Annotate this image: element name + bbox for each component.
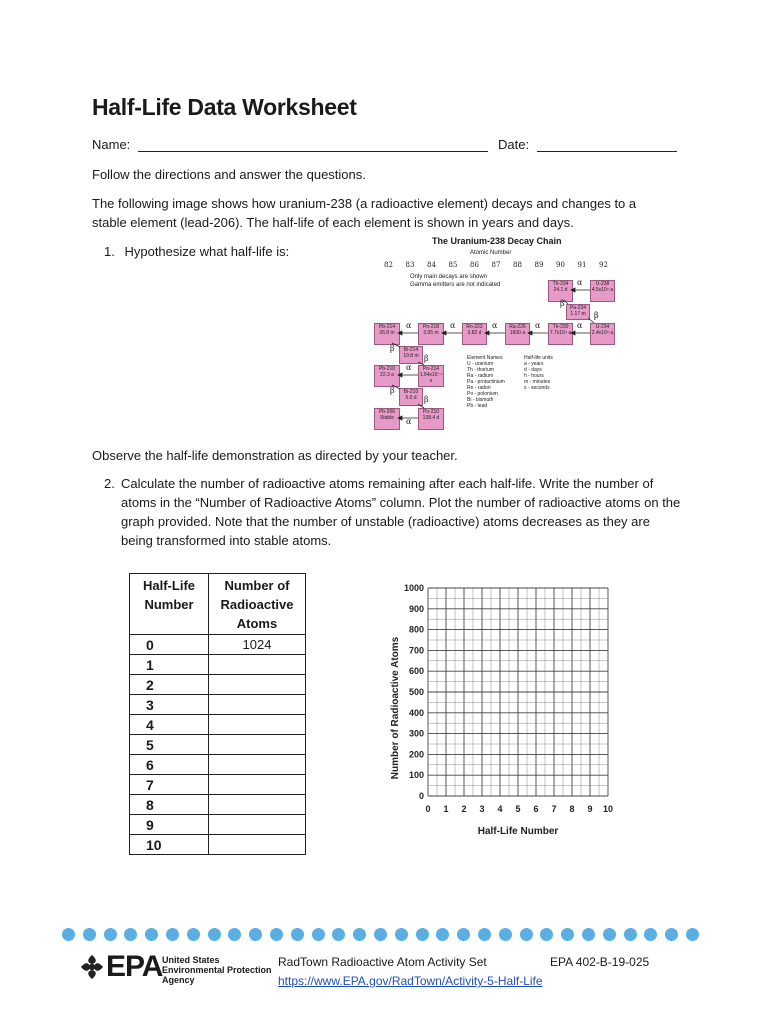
decay-arrows — [352, 233, 624, 443]
footer-dot — [561, 928, 574, 941]
atomic-number-tick: 87 — [491, 261, 501, 269]
x-tick-label: 5 — [515, 804, 521, 814]
footer-dot — [416, 928, 429, 941]
atoms-cell[interactable]: 1024 — [209, 635, 306, 655]
half-life-cell: 4 — [130, 715, 209, 735]
beta-label-bi210: β — [424, 395, 429, 404]
footer-dot — [291, 928, 304, 941]
y-tick-label: 800 — [408, 624, 424, 635]
x-tick-label: 10 — [602, 804, 614, 814]
half-life-cell: 9 — [130, 815, 209, 835]
half-life-graph[interactable] — [380, 578, 650, 840]
page-title: Half-Life Data Worksheet — [92, 94, 357, 120]
name-line[interactable] — [138, 137, 488, 152]
footer-dot — [166, 928, 179, 941]
footer-dot-divider — [62, 928, 702, 942]
epa-agency-name — [162, 955, 272, 985]
footer-dot — [353, 928, 366, 941]
activity-url-link[interactable]: https://www.EPA.gov/RadTown/Activity-5-Half-Life — [278, 974, 543, 988]
y-tick-label: 100 — [408, 770, 424, 781]
y-axis-label: Number of Radioactive Atoms — [390, 636, 401, 780]
decay-chain-title: The Uranium-238 Decay Chain — [432, 236, 562, 246]
x-tick-label: 6 — [533, 804, 539, 814]
observe-text: Observe the half-life demonstration as directed by your teacher. — [92, 448, 458, 463]
table-row — [130, 835, 306, 855]
atomic-number-tick: 82 — [384, 261, 393, 269]
table-row — [130, 655, 306, 675]
x-tick-label: 9 — [587, 804, 593, 814]
footer-dot — [83, 928, 96, 941]
atoms-cell[interactable] — [209, 815, 306, 835]
footer-dot — [436, 928, 449, 941]
atoms-cell[interactable] — [209, 675, 306, 695]
footer-dot — [374, 928, 387, 941]
beta-label-bi214: β — [424, 354, 429, 363]
element-names-legend — [467, 355, 505, 409]
footer-dot — [228, 928, 241, 941]
header-atoms-line1: Number of — [224, 578, 290, 593]
footer-dot — [478, 928, 491, 941]
nuclide-th234: Th-234 24.1 d — [548, 280, 573, 302]
atoms-cell[interactable] — [209, 775, 306, 795]
nuclide-pa234: Pa-234 1.17 m — [566, 304, 590, 320]
footer-dot — [603, 928, 616, 941]
alpha-label-ra226: α — [492, 321, 498, 330]
atomic-number-tick: 84 — [427, 261, 436, 269]
name-label: Name: — [92, 137, 131, 152]
y-tick-label: 600 — [408, 666, 424, 677]
legend-item: h - hours — [524, 373, 544, 379]
atoms-cell[interactable] — [209, 715, 306, 735]
half-life-cell: 3 — [130, 695, 209, 715]
footer-dot — [124, 928, 137, 941]
footer-dot — [624, 928, 637, 941]
epa-flower-icon — [80, 954, 104, 980]
x-tick-label: 3 — [479, 804, 485, 814]
footer-dot — [499, 928, 512, 941]
agency-line1: United States — [162, 955, 220, 965]
legend-item: d - days — [524, 367, 542, 373]
half-life-cell: 10 — [130, 835, 209, 855]
header-atoms-line2: Radioactive — [220, 597, 294, 612]
x-tick-label: 2 — [461, 804, 467, 814]
table-row — [130, 755, 306, 775]
date-field[interactable] — [498, 137, 677, 152]
table-header-row — [130, 574, 306, 635]
legend-item: Bi - bismuth — [467, 397, 494, 403]
half-life-units-legend — [524, 355, 553, 391]
footer-dot — [582, 928, 595, 941]
footer-dot — [187, 928, 200, 941]
alpha-label-po214: α — [406, 363, 412, 372]
alpha-label-u234: α — [577, 321, 583, 330]
y-tick-label: 1000 — [403, 583, 424, 593]
atoms-cell[interactable] — [209, 755, 306, 775]
question-2-number: 2. — [104, 476, 115, 491]
footer-dot — [104, 928, 117, 941]
footer-dot — [270, 928, 283, 941]
nuclide-po210: Po-210 138.4 d — [418, 408, 444, 430]
half-life-cell: 2 — [130, 675, 209, 695]
legend-item: Po - polonium — [467, 391, 498, 397]
decay-note-line2: Gamma emitters are not indicated — [410, 282, 501, 288]
nuclide-u234: U-234 2.4x10⁵ a — [590, 323, 615, 345]
footer-dot — [644, 928, 657, 941]
legend-item: Ra - radium — [467, 373, 494, 379]
nuclide-rn222: Rn-222 3.82 d — [462, 323, 487, 345]
atomic-number-tick: 86 — [470, 261, 479, 269]
atomic-number-tick: 85 — [448, 261, 458, 269]
beta-label-th234: β — [560, 299, 565, 308]
nuclide-po218: Po-218 3.05 m — [418, 323, 444, 345]
alpha-label-u238: α — [577, 278, 583, 287]
footer-dot — [457, 928, 470, 941]
nuclide-po214: Po-214 1.64x10⁻⁴ s — [418, 365, 444, 387]
nuclide-bi214: Bi-214 19.8 m — [399, 346, 423, 364]
y-tick-label: 400 — [408, 707, 424, 718]
half-life-table — [129, 573, 306, 855]
footer-dot — [665, 928, 678, 941]
footer-dot — [686, 928, 699, 941]
intro-paragraph: The following image shows how uranium-238 (a radioactive element) decays and changes to a stable element (lead-206). The half-life of each element is shown in years and days. — [92, 196, 637, 230]
x-axis-label: Half-Life Number — [477, 826, 559, 837]
atomic-number-tick: 83 — [405, 261, 415, 269]
alpha-label-po218: α — [406, 321, 412, 330]
x-tick-label: 4 — [497, 804, 503, 814]
y-tick-label: 900 — [408, 603, 424, 614]
directions-text: Follow the directions and answer the questions. — [92, 167, 366, 182]
nuclide-u238: U-238 4.5x10⁹ a — [590, 280, 615, 302]
alpha-label-po210: α — [406, 417, 412, 426]
x-tick-label: 1 — [443, 804, 449, 814]
element-names-title: Element Names — [467, 355, 503, 361]
agency-line2: Environmental Protection — [162, 965, 272, 975]
atomic-number-tick: 92 — [599, 261, 608, 269]
footer-dot — [395, 928, 408, 941]
name-field[interactable] — [92, 137, 488, 152]
atomic-number-label: Atomic Number — [470, 250, 512, 256]
question-1 — [104, 242, 289, 261]
date-label: Date: — [498, 137, 530, 152]
header-half-life-line1: Half-Life — [143, 578, 195, 593]
footer-dot — [208, 928, 221, 941]
nuclide-pb206: Pb-206 Stable — [374, 408, 400, 430]
y-tick-label: 700 — [408, 645, 424, 656]
decay-note-line1: Only main decays are shown — [410, 274, 488, 280]
legend-item: U - uranium — [467, 361, 494, 367]
table-row — [130, 815, 306, 835]
y-tick-label: 300 — [408, 728, 424, 739]
nuclide-th230: Th-230 7.7x10⁴ a — [548, 323, 573, 345]
nuclide-pb210: Pb-210 22.3 a — [374, 365, 400, 387]
decay-chain-figure — [352, 233, 624, 443]
header-half-life — [130, 574, 209, 635]
nuclide-pb214: Pb-214 26.8 m — [374, 323, 400, 345]
atoms-cell[interactable] — [209, 735, 306, 755]
footer-dot — [249, 928, 262, 941]
x-tick-label: 8 — [569, 804, 575, 814]
alpha-label-th230: α — [535, 321, 541, 330]
half-life-cell: 5 — [130, 735, 209, 755]
footer-dot — [540, 928, 553, 941]
header-atoms-line3: Atoms — [236, 616, 278, 631]
legend-item: a - years — [524, 361, 544, 367]
y-tick-label: 200 — [408, 749, 424, 760]
atoms-cell[interactable] — [209, 795, 306, 815]
table-row — [130, 635, 306, 655]
question-2 — [104, 474, 684, 550]
atoms-cell[interactable] — [209, 695, 306, 715]
atomic-number-tick: 91 — [577, 261, 587, 269]
half-life-cell: 6 — [130, 755, 209, 775]
half-life-cell: 1 — [130, 655, 209, 675]
atomic-number-tick: 89 — [534, 261, 544, 269]
atomic-number-tick: 90 — [556, 261, 565, 269]
header-half-life-line2: Number — [144, 597, 194, 612]
half-life-cell: 7 — [130, 775, 209, 795]
nuclide-bi210: Bi-210 5.0 d — [399, 388, 423, 406]
footer-dot — [312, 928, 325, 941]
alpha-label-rn222: α — [450, 321, 456, 330]
question-1-number: 1. — [104, 244, 115, 259]
activity-set-text: RadTown Radioactive Atom Activity Set — [278, 955, 487, 969]
legend-item: s - seconds — [524, 385, 550, 391]
legend-item: Pa - protactinium — [467, 379, 505, 385]
document-number: EPA 402-B-19-025 — [550, 955, 650, 969]
half-life-cell: 8 — [130, 795, 209, 815]
question-2-text: Calculate the number of radioactive atoms remaining after each half-life. Write the number of atoms in the “Number of Radioactive Atoms” column. Plot the number of radioactive atoms on the graph provided. Note that the number of unstable (radioactive) atoms decreases as they are being transformed into stable atoms. — [121, 476, 681, 548]
legend-item: Rn - radon — [467, 385, 491, 391]
legend-item: Pb - lead — [467, 403, 488, 409]
units-title: Half-life units — [524, 355, 553, 361]
x-tick-label: 7 — [551, 804, 557, 814]
beta-label-pb210: β — [390, 386, 395, 395]
table-row — [130, 715, 306, 735]
footer-dot — [145, 928, 158, 941]
footer-dot — [332, 928, 345, 941]
legend-item: m - minutes — [524, 379, 551, 385]
half-life-cell: 0 — [130, 635, 209, 655]
header-atoms — [209, 574, 306, 635]
legend-item: Th - thorium — [467, 367, 494, 373]
atoms-cell[interactable] — [209, 835, 306, 855]
y-tick-label: 0 — [418, 791, 424, 801]
atomic-number-tick: 88 — [513, 261, 522, 269]
beta-label-pa234: β — [594, 311, 599, 320]
table-row — [130, 675, 306, 695]
table-row — [130, 795, 306, 815]
question-1-text: Hypothesize what half-life is: — [124, 244, 290, 259]
epa-logo — [80, 950, 280, 990]
beta-label-pb214: β — [390, 344, 395, 353]
table-row — [130, 735, 306, 755]
atoms-cell[interactable] — [209, 655, 306, 675]
y-tick-label: 500 — [408, 687, 424, 697]
footer-dot — [62, 928, 75, 941]
x-tick-label: 0 — [425, 804, 431, 814]
footer-dot — [520, 928, 533, 941]
table-row — [130, 775, 306, 795]
epa-logo-text: EPA — [106, 950, 163, 983]
date-line[interactable] — [537, 137, 677, 152]
table-row — [130, 695, 306, 715]
agency-line3: Agency — [162, 975, 195, 985]
nuclide-ra226: Ra-226 1600 a — [505, 323, 530, 345]
